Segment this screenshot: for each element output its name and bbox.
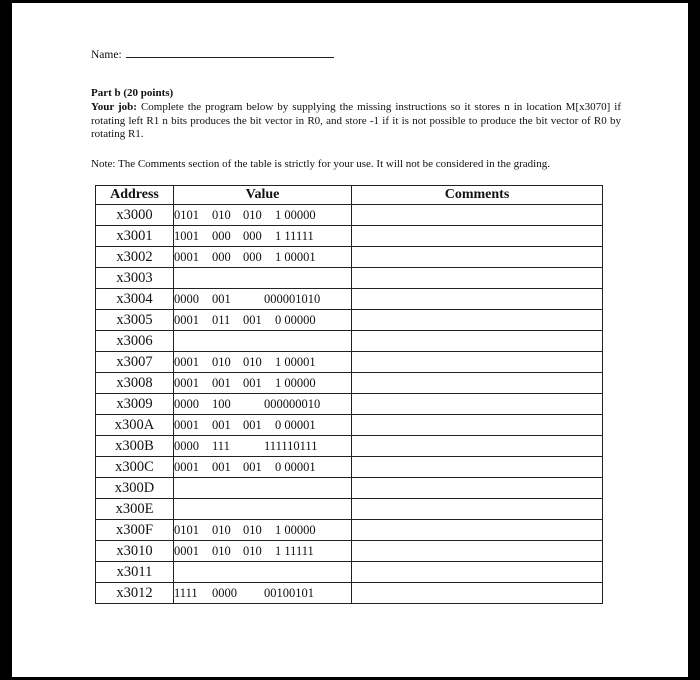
value-field: 0000: [174, 291, 199, 306]
table-row: [96, 331, 603, 352]
value-cell: [174, 415, 352, 436]
missing-instruction-cell[interactable]: [174, 268, 352, 289]
table-row: [96, 478, 603, 499]
value-field: 100: [212, 396, 231, 411]
value-cell: [174, 205, 352, 226]
table-row: [96, 205, 603, 226]
address-cell: x3012: [96, 583, 174, 604]
value-cell: [174, 520, 352, 541]
address-cell: x300C: [96, 457, 174, 478]
table-row: [96, 310, 603, 331]
value-cell: [174, 247, 352, 268]
value-cell: [174, 373, 352, 394]
value-field: 00100101: [264, 585, 314, 600]
job-text: Complete the program below by supplying the missing instructions so it stores n in location M[x3070] if rotating left R1 n bits produces the bit vector in R0, and store -1 if it is not possible to produce the bit vector of R0 by rotating R1.: [91, 101, 621, 140]
comments-cell[interactable]: [352, 373, 603, 394]
table-row: [96, 583, 603, 604]
program-table-body: [96, 205, 603, 604]
comments-cell[interactable]: [352, 583, 603, 604]
comments-cell[interactable]: [352, 499, 603, 520]
address-cell: x300B: [96, 436, 174, 457]
value-cell: [174, 541, 352, 562]
value-field: 0001: [174, 312, 199, 327]
table-row: [96, 541, 603, 562]
value-field: 001: [243, 312, 262, 327]
value-field: 001: [243, 417, 262, 432]
comments-cell[interactable]: [352, 205, 603, 226]
missing-instruction-cell[interactable]: [174, 331, 352, 352]
comments-cell[interactable]: [352, 352, 603, 373]
comments-header: Comments: [352, 186, 603, 205]
value-field: 1111: [174, 585, 198, 600]
value-field: 010: [212, 543, 231, 558]
address-cell: x3003: [96, 268, 174, 289]
value-field: 1 11111: [275, 543, 314, 558]
table-row: [96, 289, 603, 310]
value-field: 001: [212, 417, 231, 432]
value-cell: [174, 226, 352, 247]
comments-cell[interactable]: [352, 541, 603, 562]
comments-cell[interactable]: [352, 562, 603, 583]
table-row: [96, 415, 603, 436]
note-text: Note: The Comments section of the table is strictly for your use. It will not be considered in the grading.: [91, 158, 550, 170]
value-field: 010: [243, 207, 262, 222]
value-field: 0 00001: [275, 459, 316, 474]
value-field: 0000: [174, 438, 199, 453]
value-field: 0001: [174, 375, 199, 390]
value-cell: [174, 394, 352, 415]
program-table: [95, 185, 603, 604]
value-field: 1 00000: [275, 207, 316, 222]
table-row: [96, 247, 603, 268]
value-field: 1 00000: [275, 375, 316, 390]
value-field: 001: [243, 375, 262, 390]
job-description: [91, 101, 621, 142]
name-label: Name:: [91, 49, 122, 61]
comments-cell[interactable]: [352, 478, 603, 499]
worksheet-page: [12, 3, 688, 677]
value-field: 000: [243, 228, 262, 243]
comments-cell[interactable]: [352, 457, 603, 478]
address-cell: x3005: [96, 310, 174, 331]
value-field: 0001: [174, 543, 199, 558]
value-field: 1001: [174, 228, 199, 243]
value-field: 000: [212, 249, 231, 264]
address-cell: x3011: [96, 562, 174, 583]
value-field: 1 11111: [275, 228, 314, 243]
table-row: [96, 226, 603, 247]
value-field: 0001: [174, 354, 199, 369]
part-title: Part b (20 points): [91, 87, 174, 99]
value-field: 001: [212, 375, 231, 390]
value-cell: [174, 310, 352, 331]
comments-cell[interactable]: [352, 415, 603, 436]
value-field: 001: [212, 459, 231, 474]
value-cell: [174, 457, 352, 478]
comments-cell[interactable]: [352, 520, 603, 541]
value-field: 0001: [174, 459, 199, 474]
comments-cell[interactable]: [352, 394, 603, 415]
value-header: Value: [174, 186, 352, 205]
address-cell: x3006: [96, 331, 174, 352]
address-cell: x3000: [96, 205, 174, 226]
table-header-row: [96, 186, 603, 205]
value-field: 0101: [174, 207, 199, 222]
value-field: 000: [243, 249, 262, 264]
table-row: [96, 394, 603, 415]
comments-cell[interactable]: [352, 268, 603, 289]
value-field: 011: [212, 312, 231, 327]
value-cell: [174, 583, 352, 604]
comments-cell[interactable]: [352, 436, 603, 457]
table-row: [96, 268, 603, 289]
address-cell: x300A: [96, 415, 174, 436]
value-field: 0001: [174, 249, 199, 264]
address-cell: x300E: [96, 499, 174, 520]
value-field: 001: [212, 291, 231, 306]
value-field: 0001: [174, 417, 199, 432]
name-line: [91, 47, 334, 61]
value-field: 000001010: [264, 291, 321, 306]
address-cell: x3007: [96, 352, 174, 373]
address-header: Address: [96, 186, 174, 205]
table-row: [96, 562, 603, 583]
missing-instruction-cell[interactable]: [174, 499, 352, 520]
comments-cell[interactable]: [352, 289, 603, 310]
name-blank[interactable]: [126, 47, 334, 58]
job-label: Your job:: [91, 101, 137, 113]
value-cell: [174, 352, 352, 373]
value-field: 111110111: [264, 438, 318, 453]
comments-cell[interactable]: [352, 331, 603, 352]
table-row: [96, 352, 603, 373]
value-field: 000000010: [264, 396, 321, 411]
address-cell: x300D: [96, 478, 174, 499]
table-row: [96, 520, 603, 541]
table-row: [96, 373, 603, 394]
value-field: 0 00000: [275, 312, 316, 327]
value-cell: [174, 289, 352, 310]
value-field: 010: [243, 354, 262, 369]
comments-cell[interactable]: [352, 310, 603, 331]
value-field: 010: [243, 522, 262, 537]
value-field: 0 00001: [275, 417, 316, 432]
address-cell: x3009: [96, 394, 174, 415]
address-cell: x3008: [96, 373, 174, 394]
value-field: 1 00001: [275, 354, 316, 369]
value-field: 1 00000: [275, 522, 316, 537]
address-cell: x3002: [96, 247, 174, 268]
missing-instruction-cell[interactable]: [174, 562, 352, 583]
missing-instruction-cell[interactable]: [174, 478, 352, 499]
value-field: 000: [212, 228, 231, 243]
table-row: [96, 457, 603, 478]
value-field: 111: [212, 438, 230, 453]
address-cell: x3004: [96, 289, 174, 310]
comments-cell[interactable]: [352, 247, 603, 268]
value-field: 010: [243, 543, 262, 558]
value-field: 010: [212, 207, 231, 222]
address-cell: x3001: [96, 226, 174, 247]
table-row: [96, 436, 603, 457]
address-cell: x3010: [96, 541, 174, 562]
value-field: 010: [212, 522, 231, 537]
address-cell: x300F: [96, 520, 174, 541]
value-field: 010: [212, 354, 231, 369]
value-field: 1 00001: [275, 249, 316, 264]
comments-cell[interactable]: [352, 226, 603, 247]
value-field: 0101: [174, 522, 199, 537]
table-row: [96, 499, 603, 520]
value-field: 0000: [212, 585, 237, 600]
value-field: 001: [243, 459, 262, 474]
value-field: 0000: [174, 396, 199, 411]
value-cell: [174, 436, 352, 457]
